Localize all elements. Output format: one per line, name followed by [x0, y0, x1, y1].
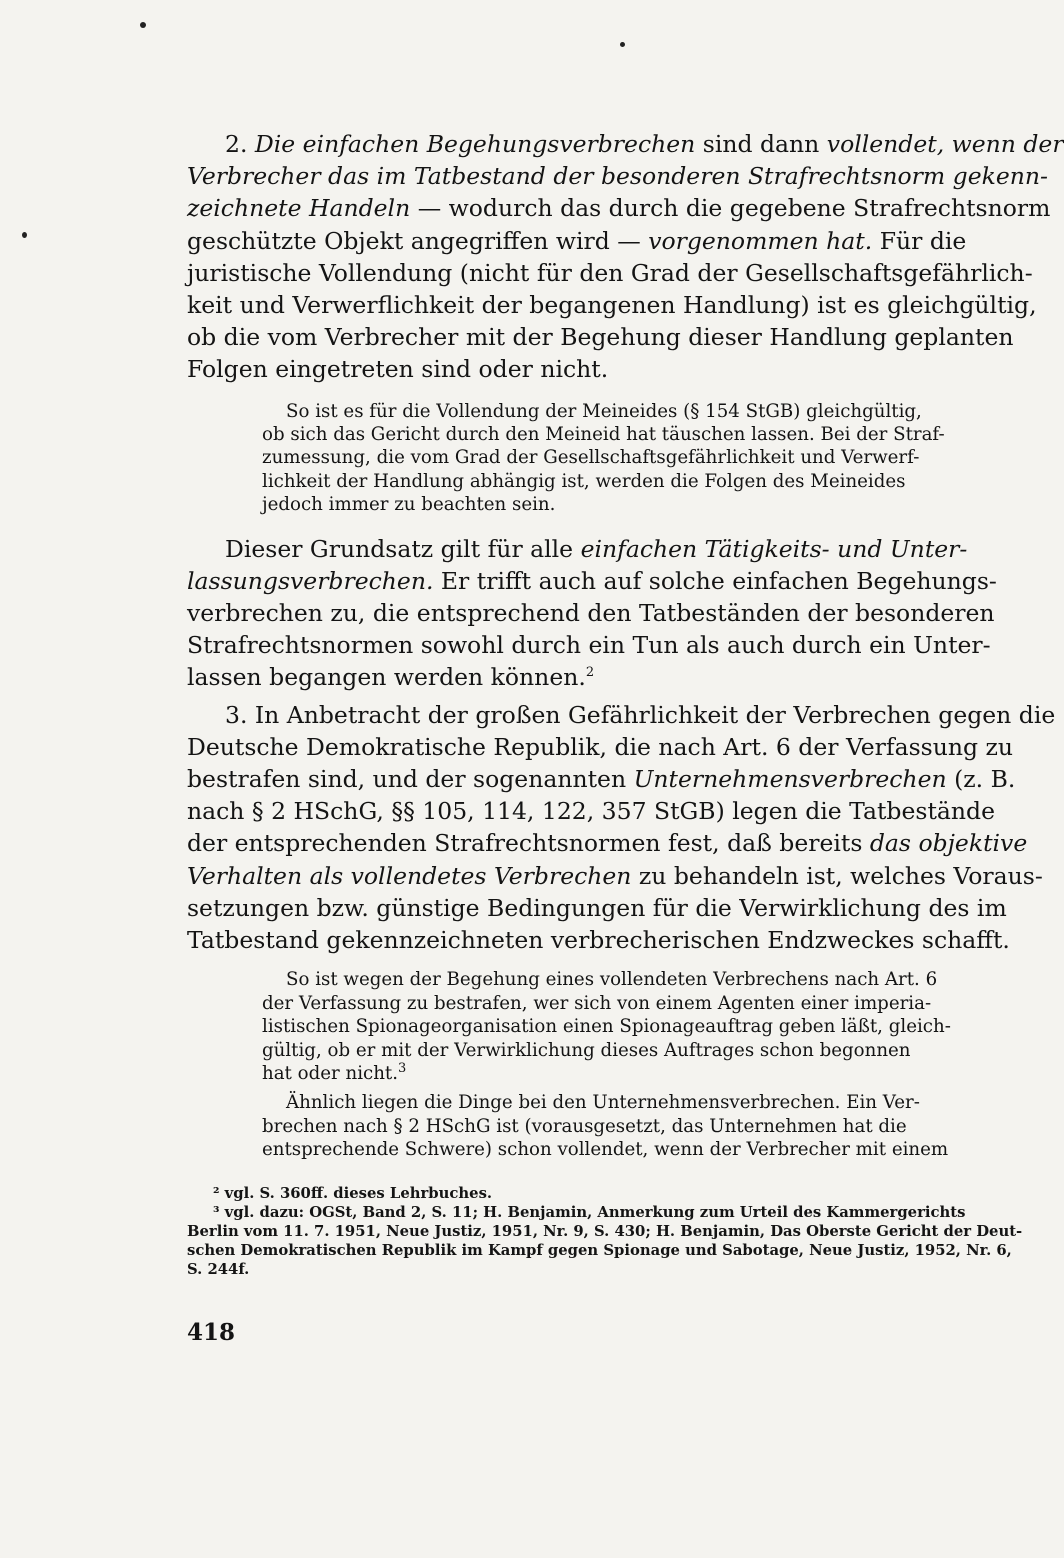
text-line: listischen Spionageorganisation einen Spionageauftrag geben läßt, gleich- — [262, 1016, 951, 1038]
scan-speck — [22, 232, 27, 238]
text-line — [187, 1203, 1057, 1222]
text-line: S. 244f. — [187, 1260, 250, 1278]
emphasis: zeichnete Handeln — [187, 194, 411, 223]
text-line — [187, 225, 1057, 257]
emphasis: vollendet, wenn der — [826, 130, 1064, 158]
text-line: brechen nach § 2 HSchG ist (vorausgesetzt, das Unternehmen hat die — [262, 1115, 907, 1137]
footnote-text: vgl. S. 360ff. dieses Lehrbuches. — [224, 1184, 493, 1202]
text-line — [187, 160, 1057, 192]
text-line: So ist es für die Vollendung der Meineides (§ 154 StGB) gleichgültig, — [286, 400, 922, 422]
emphasis: Verbrecher das im Tatbestand der besonderen Strafrechtsnorm gekenn- — [187, 162, 1048, 191]
scan-speck — [620, 42, 625, 47]
text-run: Er trifft auch auf solche einfachen Begehungs- — [433, 566, 997, 595]
text-line: Strafrechtsnormen sowohl durch ein Tun als auch durch ein Unter- — [187, 631, 991, 660]
text-run: lassen begangen werden können. — [187, 663, 586, 692]
text-line: gültig, ob er mit der Verwirklichung dieses Auftrages schon begonnen — [262, 1039, 911, 1061]
text-line: nach § 2 HSchG, §§ 105, 114, 122, 357 StGB) legen die Tatbestände — [187, 797, 995, 826]
text-line — [187, 565, 1057, 597]
text-line: ob die vom Verbrecher mit der Begehung dieser Handlung geplanten — [187, 323, 1014, 352]
text-line — [187, 827, 1057, 859]
text-line — [187, 763, 1057, 795]
text-run: hat oder nicht. — [262, 1062, 398, 1084]
text-line: 3. In Anbetracht der großen Gefährlichkeit der Verbrechen gegen die — [225, 700, 1056, 729]
text-line — [187, 128, 1064, 160]
text-line: keit und Verwerflichkeit der begangenen Handlung) ist es gleichgültig, — [187, 291, 1037, 320]
footnote-ref[interactable]: 3 — [398, 1060, 407, 1076]
text-line: Folgen eingetreten sind oder nicht. — [187, 355, 609, 384]
emphasis: das objektive — [869, 829, 1028, 858]
text-run: vgl. dazu: OGSt, Band 2, S. 11; H. Benjamin, Anmerkung zum Urteil des Kammergerichts — [224, 1203, 966, 1221]
scan-speck — [140, 22, 146, 28]
paragraph-2 — [187, 128, 1064, 386]
text-line: jedoch immer zu beachten sein. — [262, 494, 556, 516]
emphasis: lassungsverbrechen. — [187, 566, 434, 595]
example-paragraph-3 — [187, 1091, 1057, 1161]
text-line: Ähnlich liegen die Dinge bei den Unternehmensverbrechen. Ein Ver- — [286, 1092, 920, 1114]
text-run: Für die — [872, 226, 967, 255]
text-run: sind dann — [695, 130, 827, 158]
text-line — [262, 1062, 1057, 1085]
emphasis: Die einfachen Begehungsverbrechen — [254, 130, 696, 158]
text-line: juristische Vollendung (nicht für den Grad der Gesellschaftsgefährlich- — [187, 258, 1033, 287]
text-run: geschützte Objekt angegriffen wird — — [187, 226, 649, 255]
footnote-mark: ³ — [213, 1203, 220, 1221]
text-line: zumessung, die vom Grad der Gesellschaftsgefährlichkeit und Verwerf- — [262, 447, 920, 469]
page-number: 418 — [187, 1318, 236, 1346]
text-line: Berlin vom 11. 7. 1951, Neue Justiz, 1951, Nr. 9, S. 430; H. Benjamin, Das Oberste Gericht der Deut- — [187, 1222, 1023, 1240]
footnote-2 — [187, 1184, 1057, 1203]
text-run: Dieser Grundsatz gilt für alle — [225, 534, 581, 563]
page-body — [187, 128, 1064, 1346]
text-line — [187, 533, 1057, 565]
text-line — [187, 661, 1057, 693]
emphasis: Unternehmensverbrechen — [633, 765, 947, 794]
text-run: bestrafen sind, und der sogenannten — [187, 765, 634, 794]
footnote-ref[interactable]: 2 — [585, 665, 595, 681]
text-line: entsprechende Schwere) schon vollendet, wenn der Verbrecher mit einem — [262, 1139, 949, 1161]
text-line: schen Demokratischen Republik im Kampf gegen Spionage und Sabotage, Neue Justiz, 1952, Nr. 6, — [187, 1241, 1012, 1259]
text-line — [187, 860, 1057, 892]
text-run: 2. — [225, 130, 255, 158]
text-run: — wodurch das durch die gegebene Strafrechtsnorm — [410, 194, 1051, 223]
text-line: Tatbestand gekennzeichneten verbrecherischen Endzweckes schafft. — [187, 926, 1010, 955]
text-run: (z. B. — [946, 765, 1016, 794]
footnote-3 — [187, 1203, 1057, 1279]
example-paragraph-1 — [187, 400, 1057, 517]
paragraph-principle — [187, 533, 1057, 694]
text-line: lichkeit der Handlung abhängig ist, werden die Folgen des Meineides — [262, 470, 906, 492]
example-paragraph-2 — [187, 968, 1057, 1085]
text-line — [187, 192, 1057, 224]
footnotes — [187, 1184, 1057, 1279]
text-run: zu behandeln ist, welches Voraus- — [631, 861, 1043, 890]
text-line: Deutsche Demokratische Republik, die nach Art. 6 der Verfassung zu — [187, 732, 1014, 761]
emphasis: einfachen Tätigkeits- und Unter- — [580, 534, 968, 563]
paragraph-3 — [187, 699, 1057, 957]
text-line: So ist wegen der Begehung eines vollendeten Verbrechens nach Art. 6 — [286, 969, 938, 991]
emphasis: Verhalten als vollendetes Verbrechen — [187, 861, 632, 890]
text-line: ob sich das Gericht durch den Meineid hat täuschen lassen. Bei der Straf- — [262, 424, 945, 446]
text-line: setzungen bzw. günstige Bedingungen für die Verwirklichung des im — [187, 893, 1007, 922]
emphasis: vorgenommen hat. — [648, 226, 873, 255]
text-line: verbrechen zu, die entsprechend den Tatbeständen der besonderen — [187, 599, 995, 628]
text-line: der Verfassung zu bestrafen, wer sich von einem Agenten einer imperia- — [262, 992, 932, 1014]
footnote-mark: ² — [213, 1184, 220, 1202]
text-run: der entsprechenden Strafrechtsnormen fest, daß bereits — [187, 829, 870, 858]
